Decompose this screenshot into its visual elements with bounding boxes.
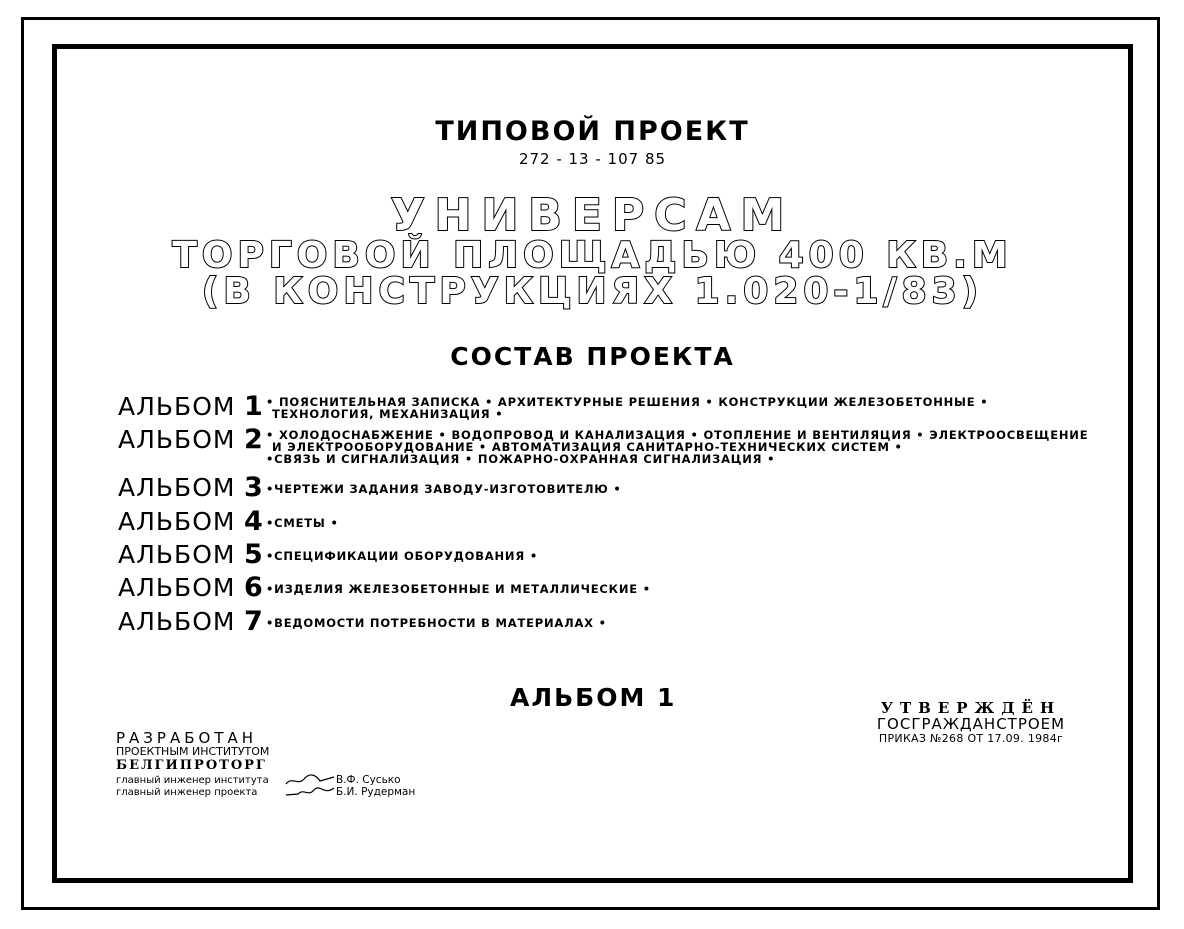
developer-org: БЕЛГИПРОТОРГ xyxy=(116,758,267,773)
signatory-row xyxy=(116,786,415,798)
album-number: 4 xyxy=(244,506,263,537)
composition-heading: СОСТАВ ПРОЕКТА xyxy=(450,342,735,371)
approval-by: ГОСГРАЖДАНСТРОЕМ xyxy=(876,715,1066,733)
album-desc-line: •ЧЕРТЕЖИ ЗАДАНИЯ ЗАВОДУ-ИЗГОТОВИТЕЛЮ • xyxy=(266,482,622,496)
doc-kind: ТИПОВОЙ ПРОЕКТ xyxy=(435,116,750,147)
developer-title: РАЗРАБОТАН xyxy=(116,729,258,747)
album-desc-line: •СВЯЗЬ И СИГНАЛИЗАЦИЯ • ПОЖАРНО-ОХРАННАЯ СИГНАЛИЗАЦИЯ • xyxy=(266,452,776,466)
signature-icon xyxy=(284,774,336,786)
signatory-name: Б.И. Рудерман xyxy=(336,785,416,798)
album-word: АЛЬБОМ xyxy=(118,607,236,636)
title-line-1: ТОРГОВОЙ ПЛОЩАДЬЮ 400 КВ.М xyxy=(172,235,1013,276)
signatory-name: В.Ф. Сусько xyxy=(336,773,401,786)
album-word: АЛЬБОМ xyxy=(118,573,236,602)
approval-title: УТВЕРЖДЁН xyxy=(880,699,1062,717)
album-label: АЛЬБОМ 1 xyxy=(510,683,677,712)
signature-icon xyxy=(284,786,336,798)
album-number: 2 xyxy=(244,424,263,455)
album-row-1 xyxy=(118,393,988,421)
album-desc-line: •ИЗДЕЛИЯ ЖЕЛЕЗОБЕТОННЫЕ И МЕТАЛЛИЧЕСКИЕ • xyxy=(266,582,651,596)
album-desc-line: ТЕХНОЛОГИЯ, МЕХАНИЗАЦИЯ • xyxy=(272,407,504,421)
album-row-2 xyxy=(118,426,1088,465)
developer-block xyxy=(116,730,415,798)
signatory-role: главный инженер института xyxy=(116,774,269,786)
album-number: 3 xyxy=(244,472,263,503)
album-desc-line: • ХОЛОДОСНАБЖЕНИЕ • ВОДОПРОВОД И КАНАЛИЗАЦИЯ • ОТОПЛЕНИЕ И ВЕНТИЛЯЦИЯ • ЭЛЕКТРООСВЕЩЕНИЕ xyxy=(266,428,1089,442)
album-word: АЛЬБОМ xyxy=(118,540,236,569)
signatory-row xyxy=(116,774,415,786)
album-number: 7 xyxy=(244,606,263,637)
album-row-4 xyxy=(118,508,339,536)
album-word: АЛЬБОМ xyxy=(118,473,236,502)
album-row-3 xyxy=(118,474,622,502)
album-desc-line: И ЭЛЕКТРООБОРУДОВАНИЕ • АВТОМАТИЗАЦИЯ САНИТАРНО-ТЕХНИЧЕСКИХ СИСТЕМ • xyxy=(272,440,903,454)
album-number: 5 xyxy=(244,539,263,570)
album-row-5 xyxy=(118,541,538,569)
approval-block xyxy=(852,700,1090,746)
title-line-2: (В КОНСТРУКЦИЯХ 1.020-1/83) xyxy=(201,271,984,312)
album-number: 6 xyxy=(244,572,263,603)
album-number: 1 xyxy=(244,391,263,422)
album-desc-line: •СМЕТЫ • xyxy=(266,516,339,530)
title-main: УНИВЕРСАМ xyxy=(390,190,795,241)
album-desc-line: •СПЕЦИФИКАЦИИ ОБОРУДОВАНИЯ • xyxy=(266,549,538,563)
approval-order: ПРИКАЗ №268 ОТ 17.09. 1984г xyxy=(878,732,1064,745)
signatory-role: главный инженер проекта xyxy=(116,786,258,798)
album-desc-line: • ПОЯСНИТЕЛЬНАЯ ЗАПИСКА • АРХИТЕКТУРНЫЕ РЕШЕНИЯ • КОНСТРУКЦИИ ЖЕЛЕЗОБЕТОННЫЕ • xyxy=(266,395,989,409)
album-word: АЛЬБОМ xyxy=(118,507,236,536)
album-word: АЛЬБОМ xyxy=(118,392,236,421)
album-word: АЛЬБОМ xyxy=(118,425,236,454)
album-desc-line: •ВЕДОМОСТИ ПОТРЕБНОСТИ В МАТЕРИАЛАХ • xyxy=(266,616,607,630)
album-row-6 xyxy=(118,574,651,602)
album-row-7 xyxy=(118,608,607,636)
developer-by: ПРОЕКТНЫМ ИНСТИТУТОМ xyxy=(116,745,270,758)
doc-number: 272 - 13 - 107 85 xyxy=(518,150,667,168)
